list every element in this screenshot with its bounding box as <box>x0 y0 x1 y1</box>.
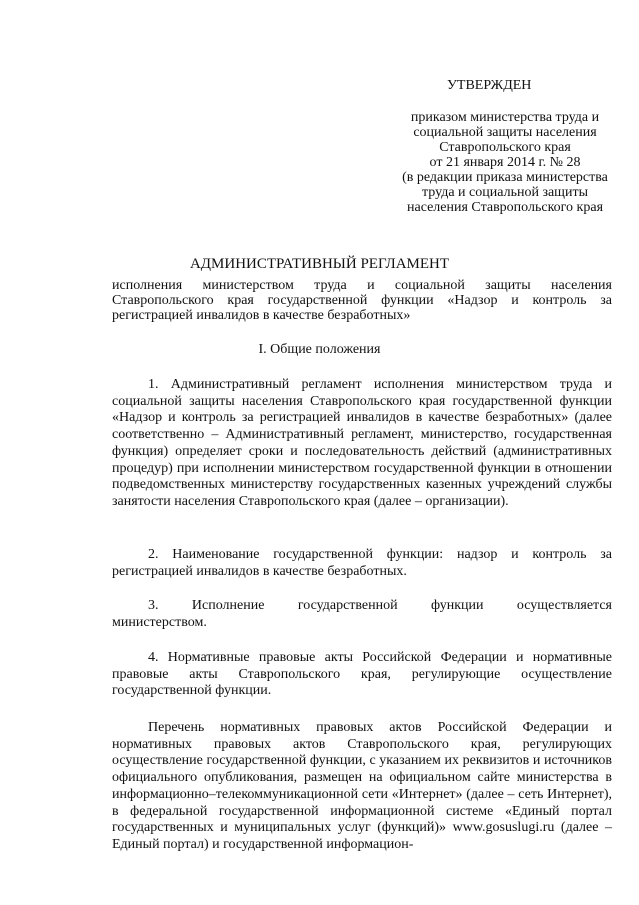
approval-line: социальной защиты населения <box>413 125 597 140</box>
paragraph-5: Перечень нормативных правовых актов Российской Федерации и нормативных правовых актов Ставропольского края, регулирующих осуществление государственной функции, с указанием их реквизитов и источников официального опубликования, размещен на официальном сайте министерства в информационно–телекоммуникационной сети «Интернет» (далее – сеть Интернет), в федеральной государственной информационной системе «Единый портал государственных и муниципальных услуг (функций)» www.gosuslugi.ru (далее – Единый портал) и государственной информацион- <box>112 720 612 852</box>
document-title: АДМИНИСТРАТИВНЫЙ РЕГЛАМЕНТ <box>189 256 450 272</box>
approval-stamp <box>360 78 639 215</box>
approval-line: труда и социальной защиты <box>422 185 588 200</box>
paragraph-4: 4. Нормативные правовые акты Российской Федерации и нормативные правовые акты Ставропольского края, регулирующие осуществление государственной функции. <box>112 650 612 699</box>
paragraph-2: 2. Наименование государственной функции: надзор и контроль за регистрацией инвалидов в качестве безработных. <box>112 547 612 579</box>
approval-title: УТВЕРЖДЕН <box>447 78 532 93</box>
approval-line: населения Ставропольского края <box>406 200 604 215</box>
document-subtitle: исполнения министерством труда и социальной защиты населения Ставропольского края государственной функции «Надзор и контроль за регистрацией инвалидов в качестве безработных» <box>112 278 612 323</box>
paragraph-1: 1. Административный регламент исполнения министерством труда и социальной защиты населения Ставропольского края государственной функции «Надзор и контроль за регистрацией инвалидов в качестве безработных» (далее соответственно – Административный регламент, министерство, государственная функция) определяет сроки и последовательность действий (административных процедур) при исполнении министерством государственной функции в отношении подведомственных министерству государственных казенных учреждений службы занятости населения Ставропольского края (далее – организации). <box>112 377 612 509</box>
approval-line: Ставропольского края <box>439 140 571 155</box>
section-heading: I. Общие положения <box>258 342 381 357</box>
approval-line: от 21 января 2014 г. № 28 <box>429 155 581 170</box>
approval-line: (в редакции приказа министерства <box>402 170 608 185</box>
approval-line: приказом министерства труда и <box>410 110 600 125</box>
paragraph-3: 3. Исполнение государственной функции осуществляется министерством. <box>112 598 612 630</box>
